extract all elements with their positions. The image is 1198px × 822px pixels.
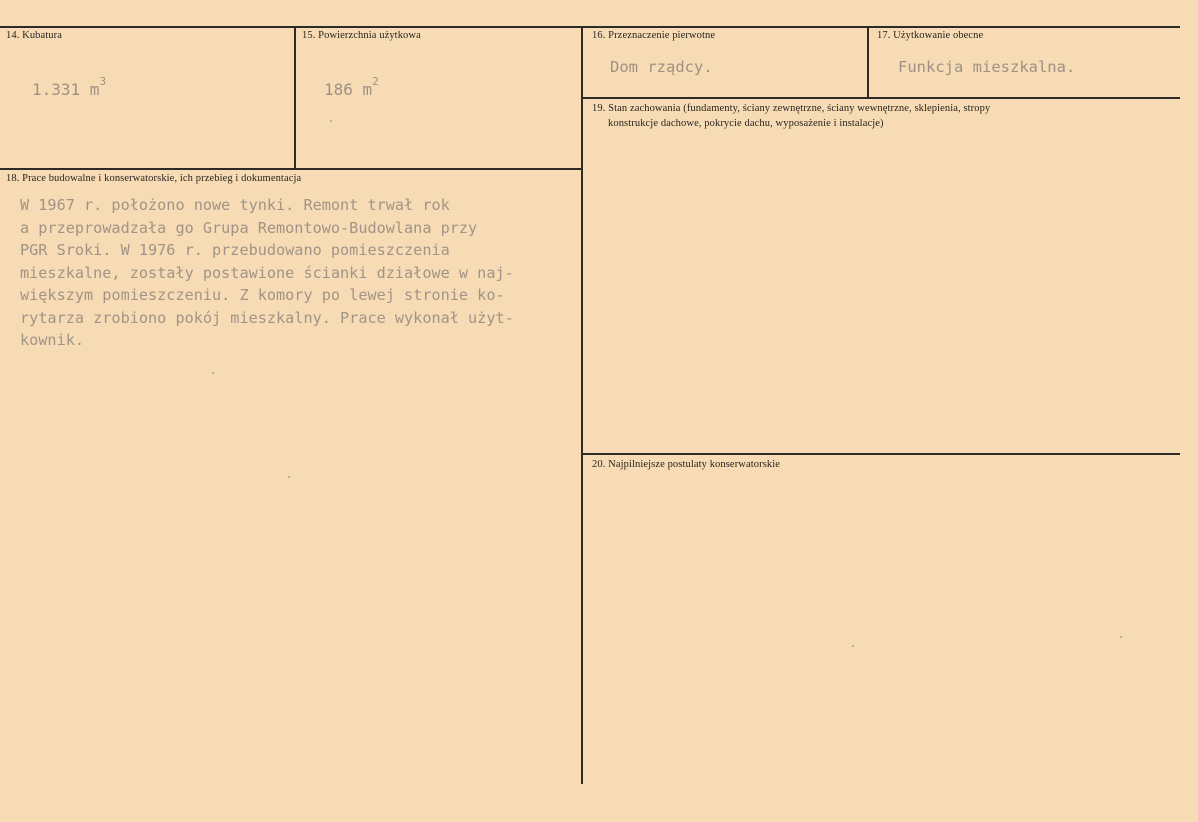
paper-speck — [852, 645, 854, 647]
paper-speck — [1120, 636, 1122, 638]
paper-speck — [288, 476, 290, 478]
prace-line: PGR Sroki. W 1976 r. przebudowano pomieszczenia — [20, 241, 450, 259]
powierzchnia-number: 186 m — [324, 80, 373, 99]
paper-speck — [212, 372, 214, 374]
postulaty-label: 20. Najpilniejsze postulaty konserwatorskie — [592, 459, 781, 470]
prace-line: rytarza zrobiono pokój mieszkalny. Prace wykonał użyt- — [20, 308, 514, 327]
top-border — [0, 26, 1180, 28]
center-divider — [581, 26, 583, 784]
kubatura-exponent: 3 — [99, 75, 107, 88]
powierzchnia-exponent: 2 — [372, 75, 379, 88]
stan-label-line1: 19. Stan zachowania (fundamenty, ściany zewnętrzne, ściany wewnętrzne, sklepienia, stropy — [592, 103, 991, 114]
prace-line: mieszkalne, zostały postawione ścianki działowe w naj- — [20, 263, 514, 282]
uzytkowanie-value: Funkcja mieszkalna. — [898, 58, 1076, 76]
przeznaczenie-label: 16. Przeznaczenie pierwotne — [592, 30, 716, 41]
prace-text — [20, 194, 514, 352]
prace-line: większym pomieszczeniu. Z komory po lewej stronie ko- — [20, 286, 505, 304]
rule-above-20 — [583, 453, 1180, 455]
przeznaczenie-value: Dom rządcy. — [610, 58, 713, 76]
powierzchnia-value — [324, 75, 379, 99]
divider-14-15 — [294, 26, 296, 168]
prace-line: W 1967 r. położono nowe tynki. Remont trwał rok — [20, 196, 450, 214]
rule-under-14-15 — [0, 168, 582, 170]
kubatura-label: 14. Kubatura — [6, 30, 63, 41]
prace-label: 18. Prace budowalne i konserwatorskie, ich przebieg i dokumentacja — [6, 173, 302, 184]
stan-label-line2: konstrukcje dachowe, pokrycie dachu, wyposażenie i instalacje) — [608, 118, 884, 129]
powierzchnia-label: 15. Powierzchnia użytkowa — [302, 30, 421, 41]
prace-line: a przeprowadzała go Grupa Remontowo-Budowlana przy — [20, 218, 478, 237]
rule-under-16-17 — [583, 97, 1180, 99]
prace-line: kownik. — [20, 331, 85, 349]
kubatura-value — [32, 75, 107, 99]
paper-speck — [330, 120, 332, 122]
kubatura-number: 1.331 m — [32, 80, 100, 99]
uzytkowanie-label: 17. Użytkowanie obecne — [877, 30, 984, 41]
divider-16-17 — [867, 26, 869, 98]
